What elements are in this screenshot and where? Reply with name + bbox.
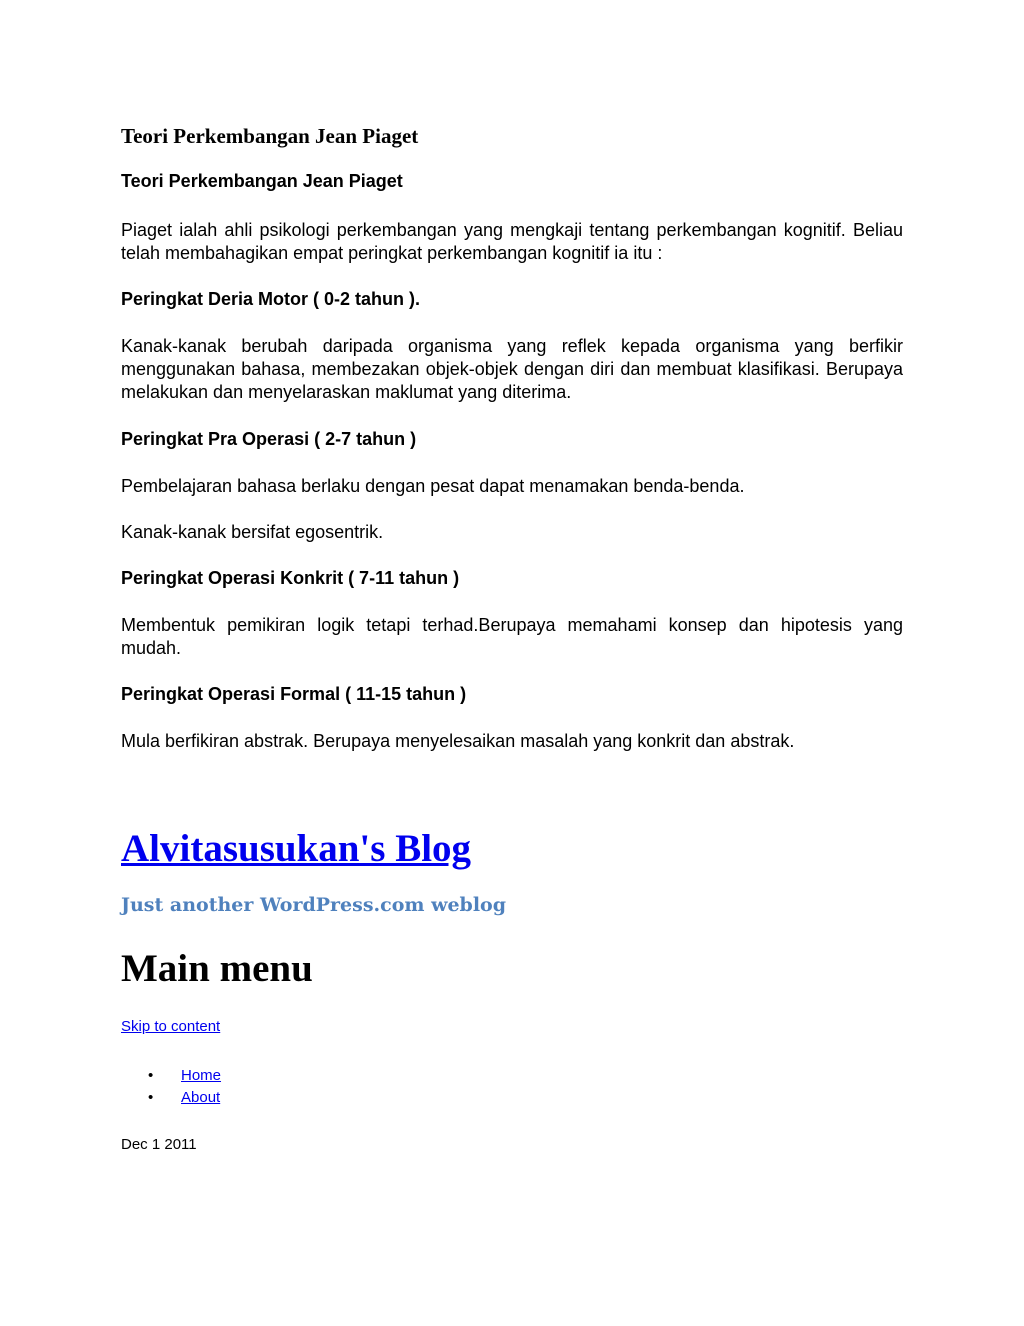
stage-2-paragraph-1: Pembelajaran bahasa berlaku dengan pesat dapat menamakan benda-benda. — [121, 476, 745, 496]
main-nav — [121, 1065, 221, 1109]
bullet-icon: • — [148, 1089, 154, 1106]
blog-title — [121, 826, 471, 872]
nav-link-about[interactable]: About — [181, 1089, 221, 1106]
document-title: Teori Perkembangan Jean Piaget — [121, 124, 419, 148]
stage-2-paragraph-2: Kanak-kanak bersifat egosentrik. — [121, 522, 384, 542]
nav-link-home[interactable]: Home — [181, 1067, 222, 1084]
stage-3-heading: Peringkat Operasi Konkrit ( 7-11 tahun ) — [121, 568, 460, 588]
blog-tagline: Just another WordPress.com weblog — [121, 894, 507, 916]
stage-2-heading: Peringkat Pra Operasi ( 2-7 tahun ) — [121, 429, 417, 449]
stage-4-heading: Peringkat Operasi Formal ( 11-15 tahun ) — [121, 684, 467, 704]
stage-4-paragraph: Mula berfikiran abstrak. Berupaya menyelesaikan masalah yang konkrit dan abstrak. — [121, 731, 795, 751]
post-date: Dec 1 2011 — [121, 1136, 197, 1153]
nav-item-home — [121, 1065, 221, 1087]
nav-item-about — [121, 1087, 221, 1109]
document-subtitle: Teori Perkembangan Jean Piaget — [121, 171, 403, 191]
bullet-icon: • — [148, 1067, 154, 1084]
stage-3-paragraph: Membentuk pemikiran logik tetapi terhad.Berupaya memahami konsep dan hipotesis yang mudah. — [121, 615, 903, 658]
intro-paragraph: Piaget ialah ahli psikologi perkembangan yang mengkaji tentang perkembangan kognitif. Beliau telah membahagikan empat peringkat perkembangan kognitif ia itu : — [121, 220, 903, 263]
stage-1-heading: Peringkat Deria Motor ( 0-2 tahun ). — [121, 289, 421, 309]
main-menu-heading: Main menu — [121, 947, 313, 990]
stage-1-paragraph: Kanak-kanak berubah daripada organisma yang reflek kepada organisma yang berfikir menggunakan bahasa, membezakan objek-objek dengan diri dan membuat klasifikasi. Berupaya melakukan dan menyelaraskan maklumat yang diterima. — [121, 336, 903, 402]
blog-title-link[interactable]: Alvitasusukan's Blog — [121, 827, 472, 870]
skip-to-content — [121, 1016, 220, 1038]
skip-to-content-link[interactable]: Skip to content — [121, 1018, 221, 1035]
